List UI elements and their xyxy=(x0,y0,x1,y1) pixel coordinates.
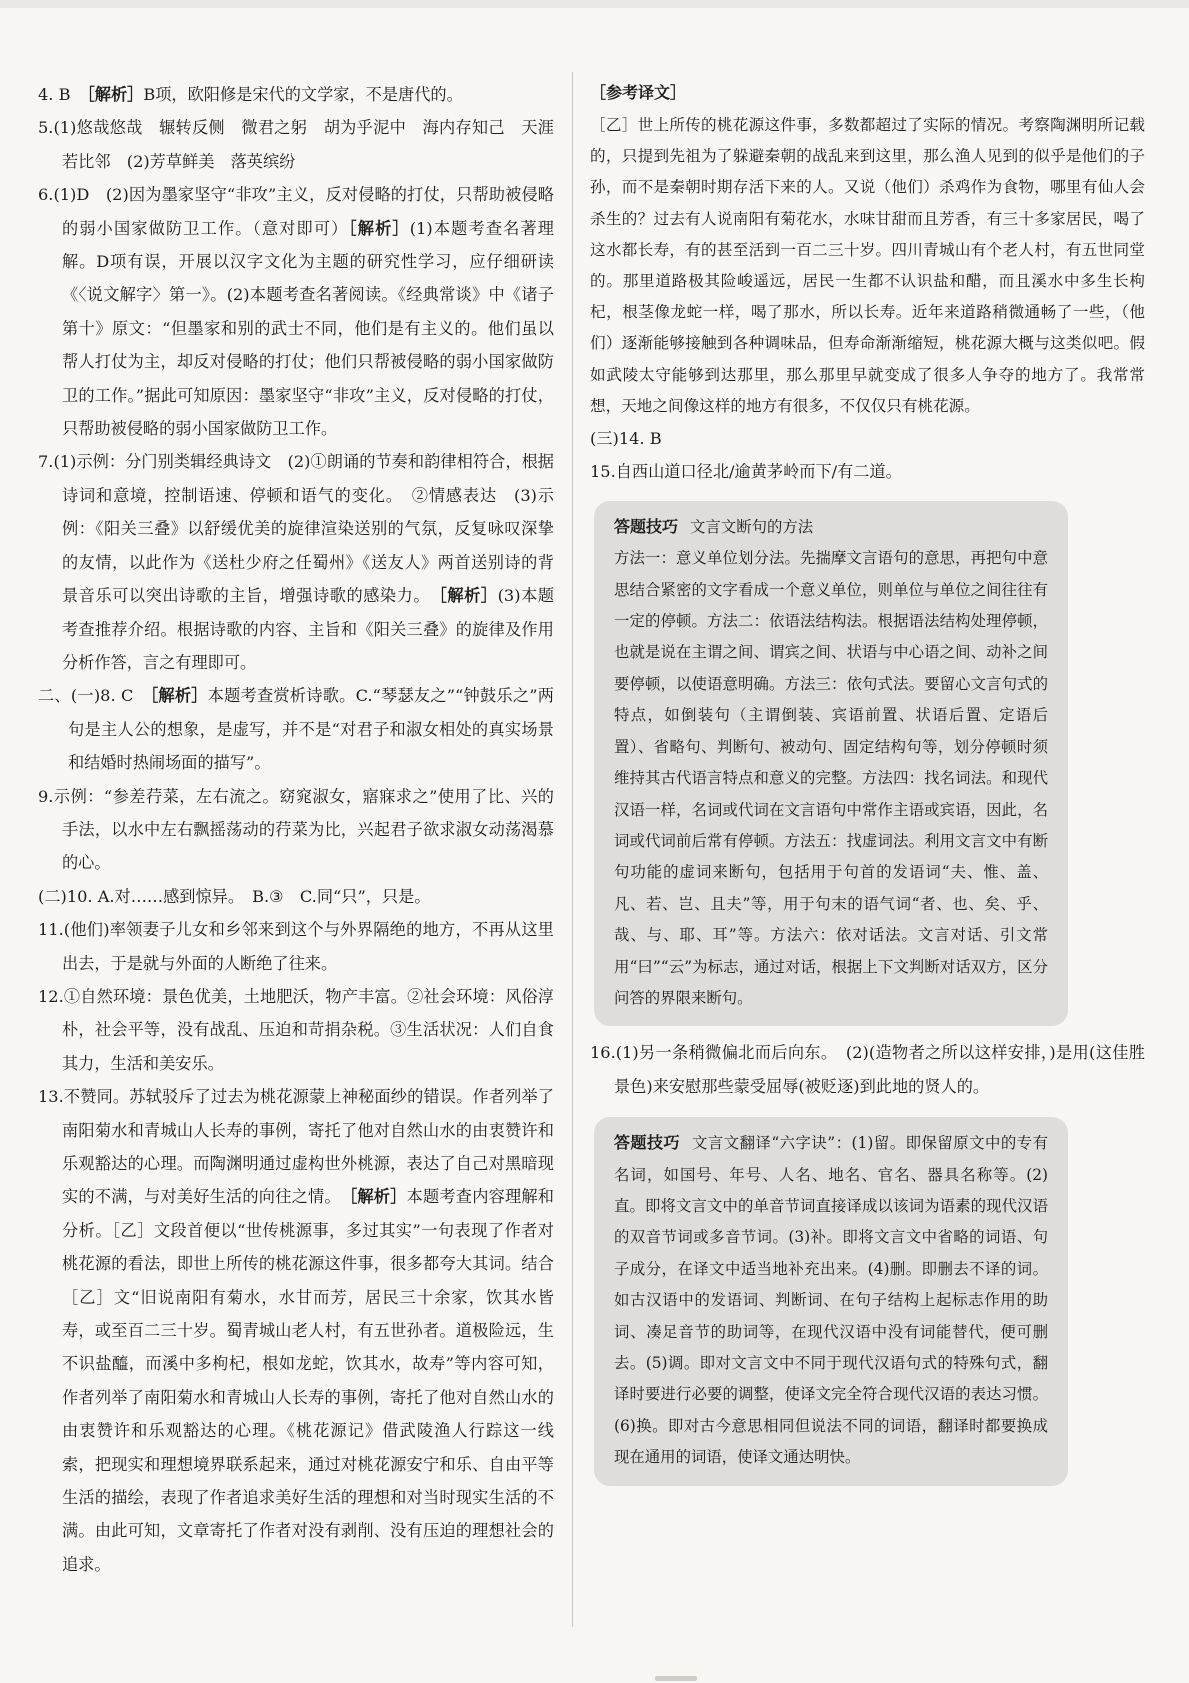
answer-text: 12.①自然环境：景色优美，土地肥沃，物产丰富。②社会环境：风俗淳朴，社会平等，没有战乱、压迫和苛捐杂税。③生活状况：人们自食其力，生活和美安乐。 xyxy=(38,986,554,1073)
answer-q6 xyxy=(38,178,554,445)
answer-text: 9.示例：“参差荇菜，左右流之。窈窕淑女，寤寐求之”使用了比、兴的手法，以水中左右飘摇荡动的荇菜为比，兴起君子欲求淑女动荡渴慕的心。 xyxy=(38,786,554,873)
answer-text: 5.(1)悠哉悠哉 辗转反侧 微君之躬 胡为乎泥中 海内存知己 天涯若比邻 (2)芳草鲜美 落英缤纷 xyxy=(38,118,554,171)
answer-text: B项，欧阳修是宋代的文学家，不是唐代的。 xyxy=(143,85,463,104)
answer-text: 本题考查赏析诗歌。C.“琴瑟友之”“钟鼓乐之”两句是主人公的想象，是虚写，并不是“对君子和淑女相处的真实场景和结婚时热闹场面的描写”。 xyxy=(68,686,554,773)
column-divider xyxy=(572,72,573,1627)
tip-box-translation xyxy=(594,1117,1068,1485)
top-edge-shade xyxy=(0,0,1189,8)
answer-q12 xyxy=(38,980,554,1080)
analysis-tag: ［解析］ xyxy=(438,586,498,606)
left-column xyxy=(38,78,554,1581)
reference-translation-text: ［乙］世上所传的桃花源这件事，多数都超过了实际的情况。考察陶渊明所记载的，只提到先祖为了躲避秦朝的战乱来到这里，那么渔人见到的似乎是他们的子孙，而不是秦朝时期存活下来的人。又说（他们）杀鸡作为食物，哪里有仙人会杀生的？过去有人说南阳有菊花水，水味甘甜而且芳香，有三十多家居民，喝了这水都长寿，有的甚至活到一百二三十岁。四川青城山有个老人村，有五世同堂的。那里道路极其险峻遥远，居民一生都不认识盐和醋，而且溪水中多生长枸杞，根茎像龙蛇一样，喝了那水，所以长寿。近年来道路稍微通畅了一些，（他们）逐渐能够接触到各种调味品，但寿命渐渐缩短，桃花源大概与这类似吧。假如武陵太守能够到达那里，那么那里早就变成了很多人争夺的地方了。我常常想，天地之间像这样的地方有很多，不仅仅只有桃花源。 xyxy=(590,116,1145,415)
answer-q10 xyxy=(38,880,554,913)
analysis-tag: ［解析］ xyxy=(86,85,144,104)
analysis-tag: ［解析］ xyxy=(348,218,410,238)
answer-q7 xyxy=(38,445,554,679)
reference-translation-title: ［参考译文］ xyxy=(590,83,687,102)
answer-q14: (三)14. B xyxy=(590,429,662,449)
tip-box-punctuation xyxy=(594,501,1068,1027)
answer-q15: 15.自西山道口径北/逾黄茅岭而下/有二道。 xyxy=(590,462,902,482)
answer-text: (1)本题考查名著理解。D项有误，开展以汉字文化为主题的研究性学习，应仔细研读《〈说文解字〉第一》。(2)本题考查名著阅读。《经典常谈》中《诸子第十》原文：“但墨家和别的武士不同，他们是有主义的。他们虽以帮人打仗为主，却反对侵略的打仗；他们只帮被侵略的弱小国家做防卫的工作。”据此可知原因：墨家坚守“非攻”主义，反对侵略的打仗，只帮助被侵略的弱小国家做防卫工作。 xyxy=(62,218,554,439)
answer-text: 7.(1)示例：分门别类辑经典诗文 (2)①朗诵的节奏和韵律相符合，根据诗词和意境，控制语速、停顿和语气的变化。 ②情感表达 (3)示例：《阳关三叠》以舒缓优美的旋律渲染送别的气氛，反复咏叹深挚的友情，以此作为《送杜少府之任蜀州》《送友人》两首送别诗的背景音乐可以突出诗歌的主旨，增强诗歌的感染力。 xyxy=(38,452,554,606)
answer-text: (二)10. A.对……感到惊异。 B.③ C.同“只”，只是。 xyxy=(38,886,431,906)
answer-text: 11.(他们)率领妻子儿女和乡邻来到这个与外界隔绝的地方，不再从这里出去，于是就与外面的人断绝了往来。 xyxy=(38,920,554,973)
page-bottom-mark xyxy=(655,1676,697,1681)
answer-text: (3)本题考查推荐介绍。根据诗歌的内容、主旨和《阳关三叠》的旋律及作用分析作答，言之有理即可。 xyxy=(62,586,555,672)
answer-q8 xyxy=(38,679,554,779)
answer-text: 13.不赞同。苏轼驳斥了过去为桃花源蒙上神秘面纱的错误。作者列举了南阳菊水和青城山人长寿的事例，寄托了他对自然山水的由衷赞许和乐观豁达的心理。而陶渊明通过虚构世外桃源，表达了自己对黑暗现实的不满，与对美好生活的向往之情。 xyxy=(38,1087,554,1207)
tip-box-subtitle: 文言文翻译“六字诀”： xyxy=(691,1134,852,1153)
answer-text: 4. B xyxy=(38,85,87,104)
answer-q9 xyxy=(38,780,554,880)
tip-box-body: (1)留。即保留原文中的专有名词，如国号、年号、人名、地名、官名、器具名称等。(2)直。即将文言文中的单音节词直接译成以该词为语素的现代汉语的双音节词或多音节词。(3)补。即将文言文中省略的词语、句子成分，在译文中适当地补充出来。(4)删。即删去不译的词。如古汉语中的发语词、判断词、在句子结构上起标志作用的助词、凑足音节的助词等，在现代汉语中没有词能替代，便可删去。(5)调。即对文言文中不同于现代汉语句式的特殊句式，翻译时要进行必要的调整，使译文完全符合现代汉语的表达习惯。(6)换。即对古今意思相同但说法不同的词语，翻译时都要换成现在通用的词语，使译文通达明快。 xyxy=(614,1134,1048,1467)
answer-text: 二、(一)8. C xyxy=(38,686,151,706)
answer-q4 xyxy=(38,78,554,111)
answer-q16: 16.(1)另一条稍微偏北而后向东。 (2)(造物者之所以这样安排，)是用(这佳胜景色)来安慰那些蒙受屈辱(被贬逐)到此地的贤人的。 xyxy=(590,1043,1145,1096)
answer-text: 本题考查内容理解和分析。［乙］文段首便以“世传桃源事，多过其实”一句表现了作者对桃花源的看法，即世上所传的桃花源这件事，很多都夸大其词。结合［乙］文“旧说南阳有菊水，水甘而芳，居民三十余家，饮其水皆寿，或至百二三十岁。蜀青城山老人村，有五世孙者。道极险远，生不识盐醯，而溪中多枸杞，根如龙蛇，饮其水，故寿”等内容可知，作者列举了南阳菊水和青城山人长寿的事例，寄托了他对自然山水的由衷赞许和乐观豁达的心理。《桃花源记》借武陵渔人行踪这一线索，把现实和理想境界联系起来，通过对桃花源安宁和乐、自由平等生活的描绘，表现了作者追求美好生活的理想和对当时现实生活的不满。由此可知，文章寄托了作者对没有剥削、没有压迫的理想社会的追求。 xyxy=(62,1187,554,1574)
tip-box-body: 方法一：意义单位划分法。先揣摩文言语句的意思，再把句中意思结合紧密的文字看成一个意义单位，则单位与单位之间往往有一定的停顿。方法二：依语法结构法。根据语法结构处理停顿，也就是说在主谓之间、谓宾之间、状语与中心语之间、动补之间要停顿，以使语意明确。方法三：依句式法。要留心文言句式的特点，如倒装句（主谓倒装、宾语前置、状语后置、定语后置）、省略句、判断句、被动句、固定结构句等，划分停顿时须维持其古代语言特点和意义的完整。方法四：找名词法。和现代汉语一样，名词或代词在文言语句中常作主语或宾语，因此，名词或代词前后常有停顿。方法五：找虚词法。利用文言文中有断句功能的虚词来断句，包括用于句首的发语词“夫、惟、盖、凡、若、岂、且夫”等，用于句末的语气词“者、也、矣、乎、哉、与、耶、耳”等。方法六：依对话法。文言对话、引文常用“曰”“云”为标志，通过对话，根据上下文判断对话双方，区分问答的界限来断句。 xyxy=(614,549,1048,1007)
tip-box-subtitle: 文言文断句的方法 xyxy=(690,517,814,536)
answer-q13 xyxy=(38,1080,554,1581)
analysis-tag: ［解析］ xyxy=(150,686,208,706)
answer-q11 xyxy=(38,913,554,980)
tip-box-title: 答题技巧 xyxy=(614,1133,680,1153)
right-column xyxy=(590,78,1145,1486)
tip-box-title: 答题技巧 xyxy=(614,516,679,536)
answer-text: 6.(1)D (2)因为墨家坚守“非攻”主义，反对侵略的打仗，只帮助被侵略的弱小国家做防卫工作。（意对即可） xyxy=(38,185,554,238)
analysis-tag: ［解析］ xyxy=(349,1187,407,1207)
answer-q5 xyxy=(38,111,554,178)
